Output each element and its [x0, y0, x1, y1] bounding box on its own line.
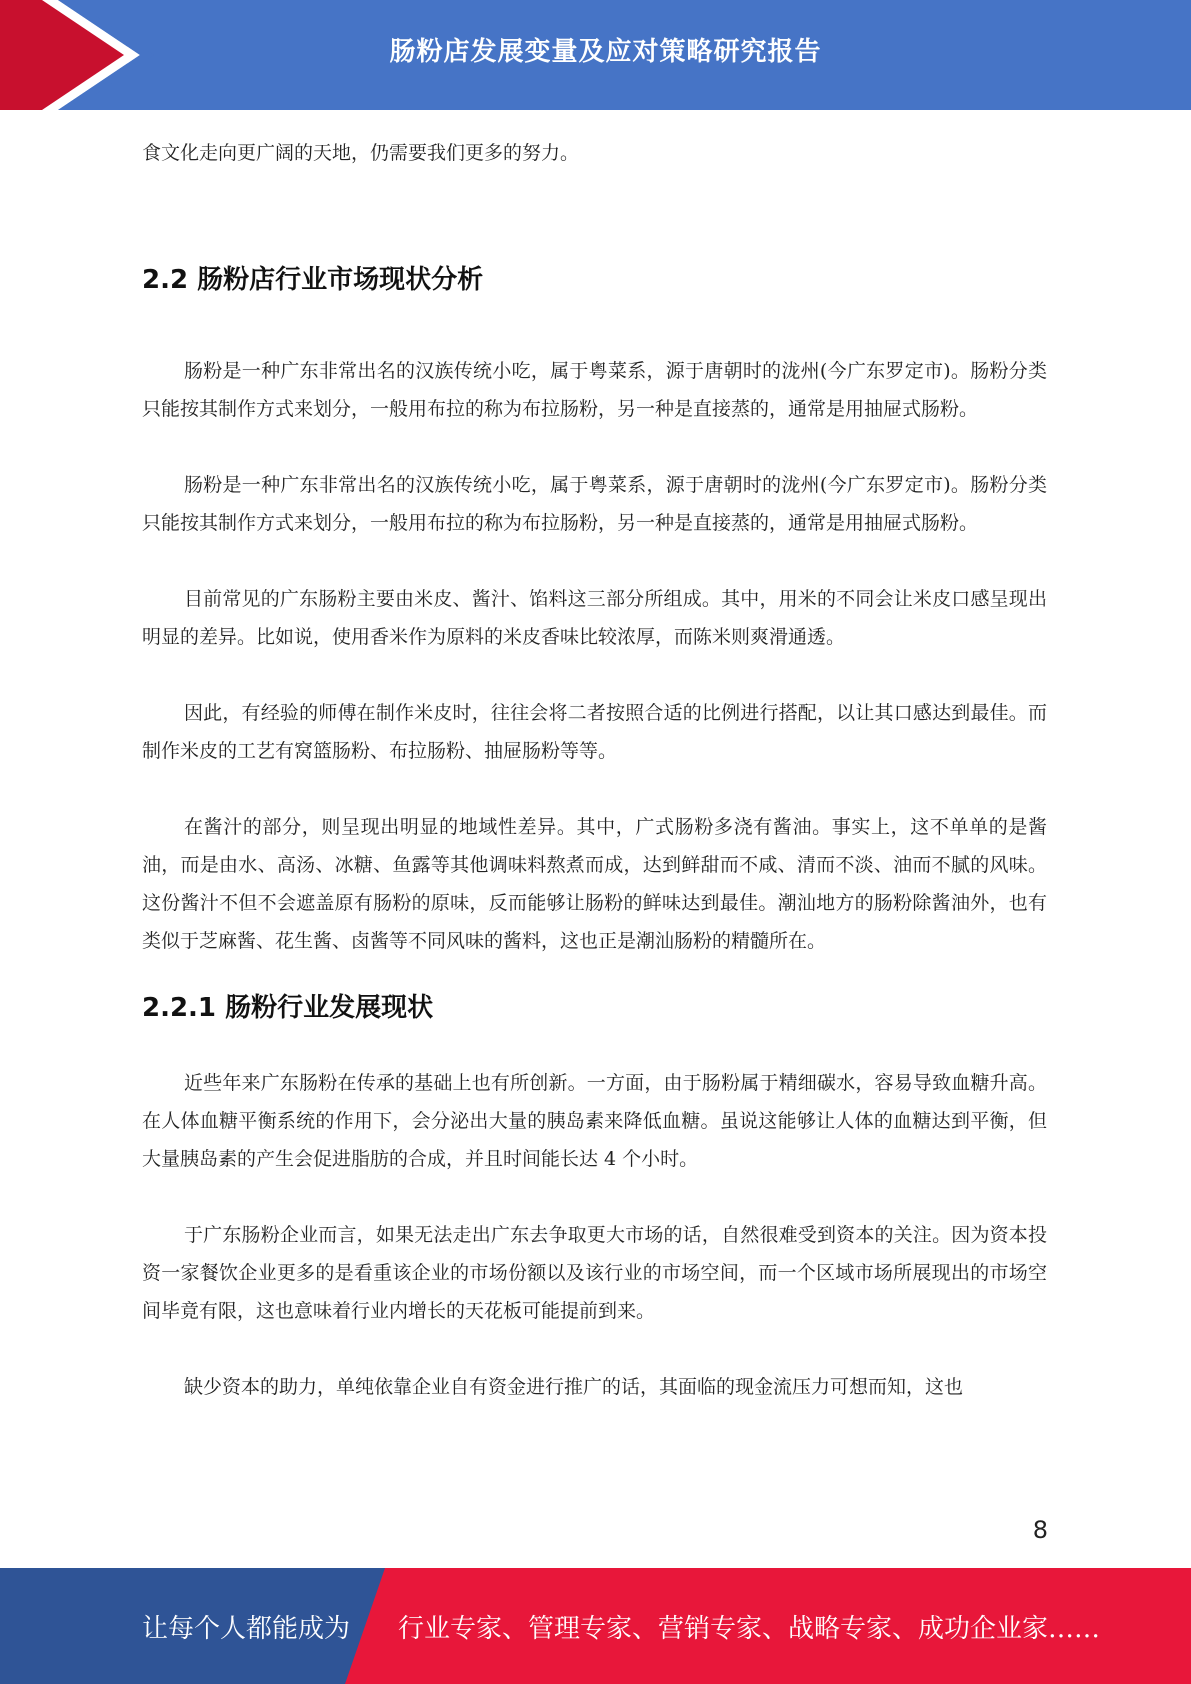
paragraph: 肠粉是一种广东非常出名的汉族传统小吃，属于粤菜系，源于唐朝时的泷州(今广东罗定市)。肠粉分类只能按其制作方式来划分，一般用布拉的称为布拉肠粉，另一种是直接蒸的，通常是用抽屉式肠粉。: [142, 474, 1047, 534]
footer-slogan-left: 让每个人都能成为: [142, 1614, 351, 1644]
section-heading: 2.2 肠粉店行业市场现状分析: [142, 265, 484, 295]
paragraph: 因此，有经验的师傅在制作米皮时，往往会将二者按照合适的比例进行搭配，以让其口感达到最佳。而制作米皮的工艺有窝篮肠粉、布拉肠粉、抽屉肠粉等等。: [142, 702, 1047, 762]
paragraph: 于广东肠粉企业而言，如果无法走出广东去争取更大市场的话，自然很难受到资本的关注。因为资本投资一家餐饮企业更多的是看重该企业的市场份额以及该行业的市场空间，而一个区域市场所展现出的市场空间毕竟有限，这也意味着行业内增长的天花板可能提前到来。: [142, 1224, 1047, 1322]
paragraph: 近些年来广东肠粉在传承的基础上也有所创新。一方面，由于肠粉属于精细碳水，容易导致血糖升高。在人体血糖平衡系统的作用下，会分泌出大量的胰岛素来降低血糖。虽说这能够让人体的血糖达到平衡，但大量胰岛素的产生会促进脂肪的合成，并且时间能长达 4 个小时。: [142, 1072, 1047, 1170]
document-body: [142, 120, 1047, 1406]
page-footer: [0, 1568, 1191, 1684]
page-number: 8: [1032, 1516, 1048, 1544]
page-header: [0, 0, 1191, 110]
paragraph: 目前常见的广东肠粉主要由米皮、酱汁、馅料这三部分所组成。其中，用米的不同会让米皮口感呈现出明显的差异。比如说，使用香米作为原料的米皮香味比较浓厚，而陈米则爽滑通透。: [142, 588, 1047, 648]
subsection-heading: 2.2.1 肠粉行业发展现状: [142, 993, 434, 1023]
paragraph: 肠粉是一种广东非常出名的汉族传统小吃，属于粤菜系，源于唐朝时的泷州(今广东罗定市)。肠粉分类只能按其制作方式来划分，一般用布拉的称为布拉肠粉，另一种是直接蒸的，通常是用抽屉式肠粉。: [142, 360, 1047, 420]
footer-slogan-right: 行业专家、管理专家、营销专家、战略专家、成功企业家……: [398, 1614, 1101, 1644]
paragraph: 食文化走向更广阔的天地，仍需要我们更多的努力。: [142, 142, 580, 164]
paragraph: 在酱汁的部分，则呈现出明显的地域性差异。其中，广式肠粉多浇有酱油。事实上，这不单单的是酱油，而是由水、高汤、冰糖、鱼露等其他调味料熬煮而成，达到鲜甜而不咸、清而不淡、油而不腻的风味。这份酱汁不但不会遮盖原有肠粉的原味，反而能够让肠粉的鲜味达到最佳。潮汕地方的肠粉除酱油外，也有类似于芝麻酱、花生酱、卤酱等不同风味的酱料，这也正是潮汕肠粉的精髓所在。: [142, 816, 1047, 952]
report-title: 肠粉店发展变量及应对策略研究报告: [389, 37, 822, 67]
paragraph: 缺少资本的助力，单纯依靠企业自有资金进行推广的话，其面临的现金流压力可想而知，这也: [184, 1376, 964, 1398]
